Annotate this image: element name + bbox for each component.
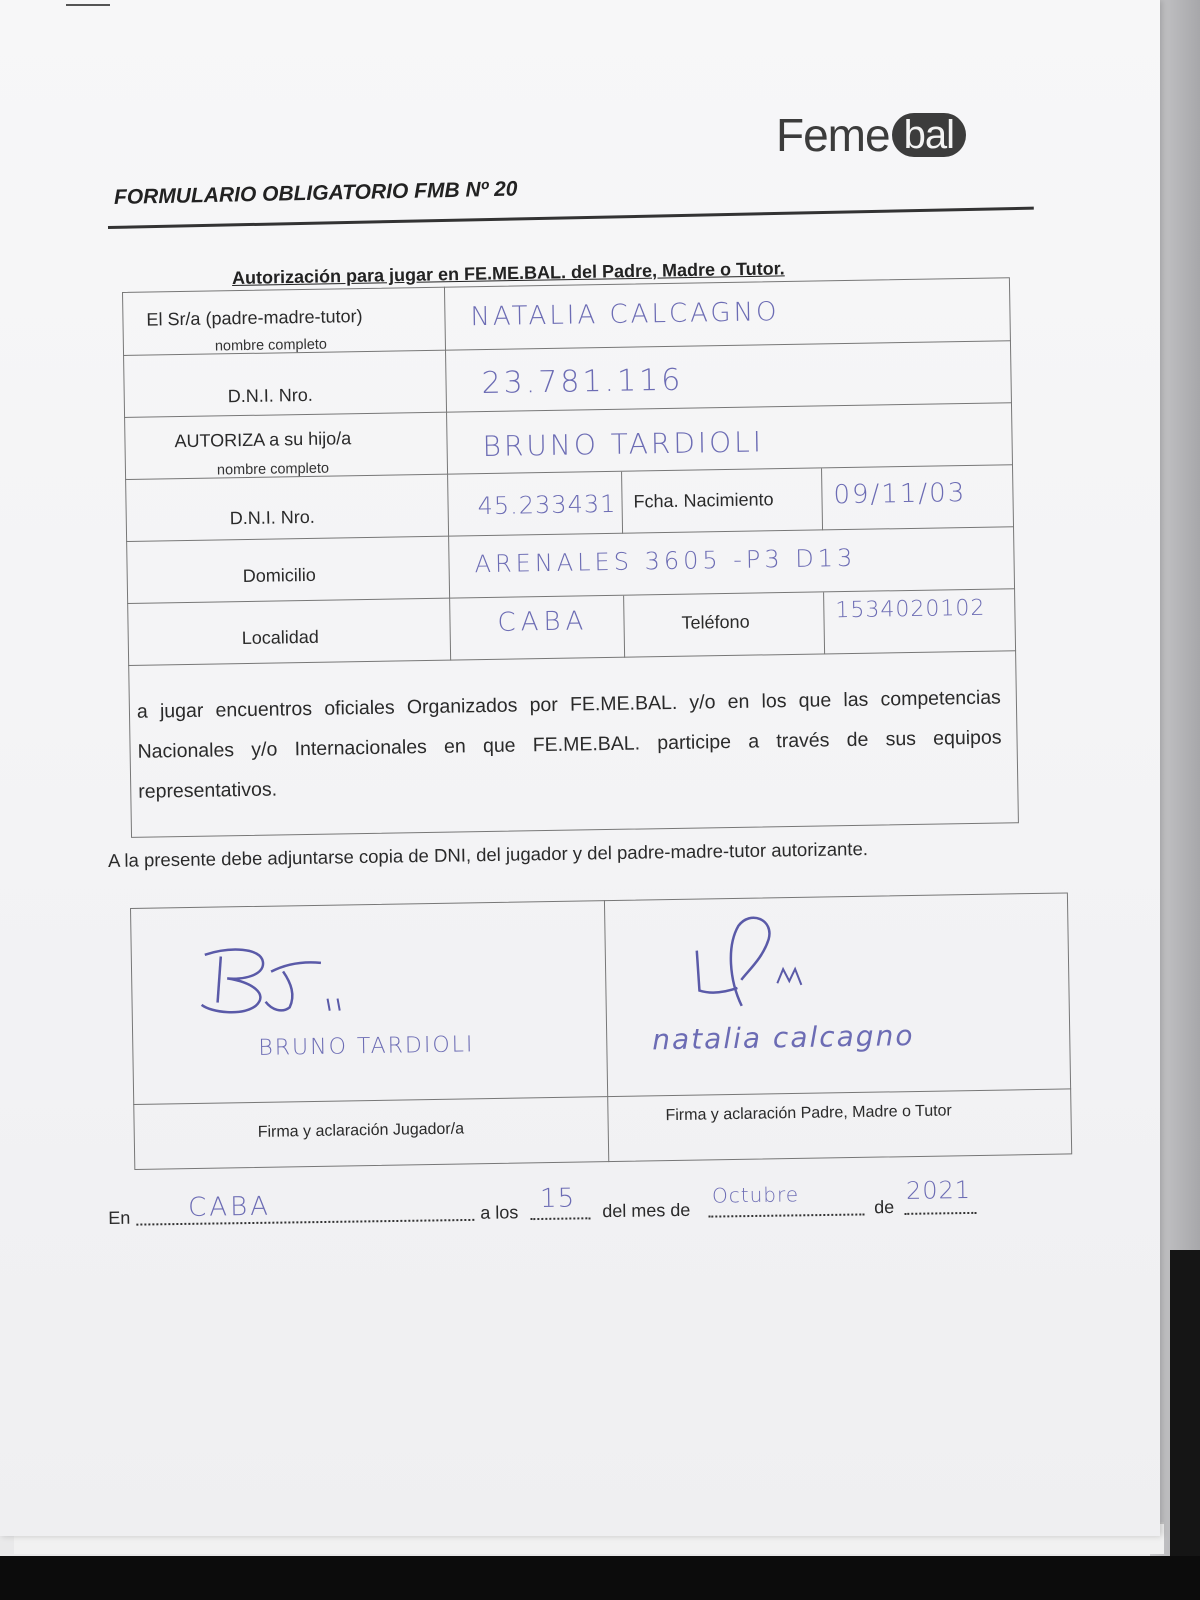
authorization-paragraph: a jugar encuentros oficiales Organizados por FE.ME.BAL. y/o en los que las competencias Nacionales y/o Internacionales en que FE.ME.BAL. participe a través de sus equipos representativos. xyxy=(136,686,1002,803)
year-dots xyxy=(904,1212,976,1215)
place-date-line xyxy=(108,1175,1008,1238)
year-value: 2021 xyxy=(905,1175,972,1205)
city-label: Localidad xyxy=(241,626,319,649)
month-value: Octubre xyxy=(711,1182,800,1208)
place-value: CABA xyxy=(187,1191,272,1223)
child-dni-value: 45.233431 xyxy=(477,489,617,521)
place-dots xyxy=(136,1219,474,1226)
phone-value: 1534020102 xyxy=(835,595,986,624)
parent-dni-label: D.N.I. Nro. xyxy=(227,384,313,407)
en-label: En xyxy=(108,1207,131,1228)
parent-name-value: NATALIA CALCAGNO xyxy=(470,297,780,333)
parent-signature xyxy=(670,909,822,1021)
birth-date-label: Fcha. Nacimiento xyxy=(633,489,774,512)
a-los-label: a los xyxy=(480,1202,519,1223)
phone-label: Teléfono xyxy=(681,611,750,633)
player-signature xyxy=(191,940,352,1023)
birth-date-value: 09/11/03 xyxy=(833,478,967,511)
de-label: de xyxy=(874,1197,895,1218)
parent-clarification: natalia calcagno xyxy=(651,1019,915,1057)
player-clarification: BRUNO TARDIOLI xyxy=(258,1032,475,1061)
authorization-table xyxy=(122,277,1019,838)
parent-label: El Sr/a (padre-madre-tutor) xyxy=(146,306,363,330)
child-dni-label: D.N.I. Nro. xyxy=(229,506,315,529)
background-shadow xyxy=(1170,1250,1200,1580)
player-signature-caption: Firma y aclaración Jugador/a xyxy=(257,1120,465,1141)
signatures-table xyxy=(130,892,1072,1170)
day-value: 15 xyxy=(539,1183,576,1214)
authorization-heading: Autorización para jugar en FE.ME.BAL. del Padre, Madre o Tutor. xyxy=(231,258,785,288)
child-sub-label: nombre completo xyxy=(216,460,330,479)
parent-dni-value: 23.781.116 xyxy=(481,362,684,402)
title-rule xyxy=(108,207,1034,229)
femebal-logo xyxy=(776,108,966,162)
month-label: del mes de xyxy=(602,1199,691,1222)
parent-signature-caption: Firma y aclaración Padre, Madre o Tutor xyxy=(665,1102,952,1125)
month-dots xyxy=(708,1213,864,1217)
logo-pill: bal xyxy=(892,113,966,157)
attachment-note: A la presente debe adjuntarse copia de DNI, del jugador y del padre-madre-tutor autorizante. xyxy=(107,838,869,871)
authorizes-label: AUTORIZA a su hijo/a xyxy=(174,428,352,452)
address-value: ARENALES 3605 -P3 D13 xyxy=(474,543,857,579)
child-name-value: BRUNO TARDIOLI xyxy=(482,425,765,464)
parent-sub-label: nombre completo xyxy=(214,336,328,355)
corner-mark xyxy=(66,4,110,6)
form-title: FORMULARIO OBLIGATORIO FMB Nº 20 xyxy=(113,177,518,209)
day-dots xyxy=(530,1217,590,1220)
city-value: CABA xyxy=(497,606,589,638)
background-bottom xyxy=(0,1556,1200,1600)
address-label: Domicilio xyxy=(242,564,316,587)
logo-text: Feme xyxy=(776,109,890,161)
